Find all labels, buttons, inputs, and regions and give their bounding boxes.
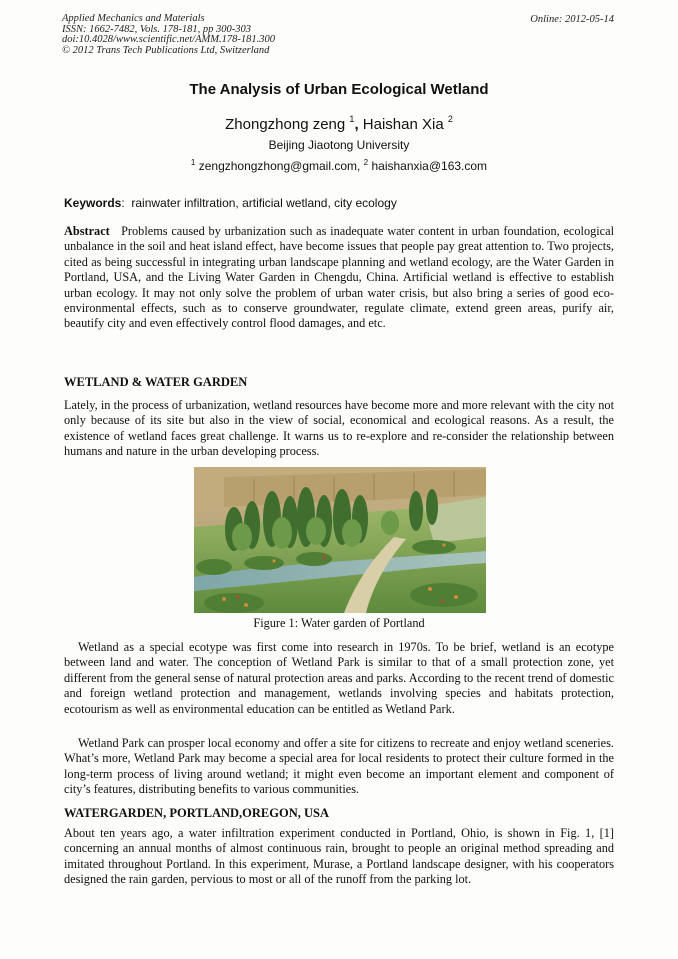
keywords-text: rainwater infiltration, artificial wetland, city ecology <box>131 196 397 210</box>
figure-caption: Figure 1: Water garden of Portland <box>253 616 425 630</box>
email-1-sup: 1 <box>190 158 196 167</box>
section-heading-wetland: WETLAND & WATER GARDEN <box>64 375 248 389</box>
abstract-label: Abstract <box>64 224 110 238</box>
paragraph-3: Wetland Park can prosper local economy and offer a site for citizens to recreate and enjoy wetland sceneries. What’s more, Wetland Park may become a special area for local residents to protect their culture formed in the long-term process of living around wetland; it might even become an important element and component of city’s features, distributing benefits to various communities. <box>64 736 614 797</box>
journal-name: Applied Mechanics and Materials <box>62 13 205 24</box>
author-2-sup: 2 <box>447 114 453 124</box>
keywords-label: Keywords <box>64 196 122 210</box>
email-2-sup: 2 <box>363 158 369 167</box>
doi-line: doi:10.4028/www.scientific.net/AMM.178-181.300 <box>62 34 275 46</box>
author-1-sup: 1 <box>349 114 355 124</box>
paragraph-2: Wetland as a special ecotype was first come into research in 1970s. To be brief, wetland is an ecotype between land and water. The conception of Wetland Park is similar to that of a small protection zone, yet different from the general sense of natural protection areas and parks. According to the recent trend of domestic and foreign wetland protection and management, wetlands involving species and habitats protection, ecotourism as well as environmental education can be entitled as Wetland Park. <box>64 640 614 716</box>
author-2: Haishan Xia <box>362 116 444 133</box>
section-heading-watergarden: WATERGARDEN, PORTLAND,OREGON, USA <box>64 806 329 820</box>
journal-header <box>62 14 275 56</box>
copyright-line: © 2012 Trans Tech Publications Ltd, Switzerland <box>62 44 270 56</box>
online-date: Online: 2012-05-14 <box>530 14 614 25</box>
author-separator: , <box>354 116 359 133</box>
keywords: Keywords: rainwater infiltration, artificial wetland, city ecology <box>64 196 397 210</box>
affiliation: Beijing Jiaotong University <box>268 138 410 152</box>
paragraph-1: Lately, in the process of urbanization, wetland resources have become more and more relevant with the city not only because of its site but also in the view of social, economical and ecological reasons. As a result, the existence of wetland faces great challenge. It warns us to re-explore and re-consider the relationship between humans and nature in the urban developing process. <box>64 398 614 459</box>
paragraph-4: About ten years ago, a water infiltration experiment conducted in Portland, Ohio, is shown in Fig. 1, [1] concerning an annual months of almost continuous rain, brought to people an original method spreading and imitated throughout Portland. In this experiment, Murase, a Portland landscape designer, with his cooperators designed the rain garden, pervious to most or all of the runoff from the parking lot. <box>64 826 614 887</box>
author-1: Zhongzhong zeng <box>225 116 346 133</box>
emails <box>0 158 678 173</box>
abstract <box>64 224 614 332</box>
email-2: haishanxia@163.com <box>371 159 488 173</box>
abstract-text: Problems caused by urbanization such as inadequate water content in urban foundation, ecological unbalance in the soil and heat island effect, have become issues that people pay great attention to. Two projects, cited as being successful in integrating urban landscape planning and wetland ecology, are the Water Garden in Portland, USA, and the Living Water Garden in Chengdu, China. Artificial wetland is effective to establish urban ecology. It may not only solve the problem of urban water crisis, but also bring a series of good eco- environmental effects, such as to conserve groundwater, regulate climate, extend green areas, purify air, beautify city and even effectively control flood damages, and etc. <box>64 224 615 331</box>
authors <box>0 114 678 133</box>
paper-title: The Analysis of Urban Ecological Wetland <box>189 81 489 98</box>
issn-line: ISSN: 1662-7482, Vols. 178-181, pp 300-303 <box>62 23 251 35</box>
figure-water-garden-image <box>194 467 486 613</box>
water-garden-illustration <box>194 467 486 613</box>
email-1: zengzhongzhong@gmail.com, <box>198 159 361 173</box>
